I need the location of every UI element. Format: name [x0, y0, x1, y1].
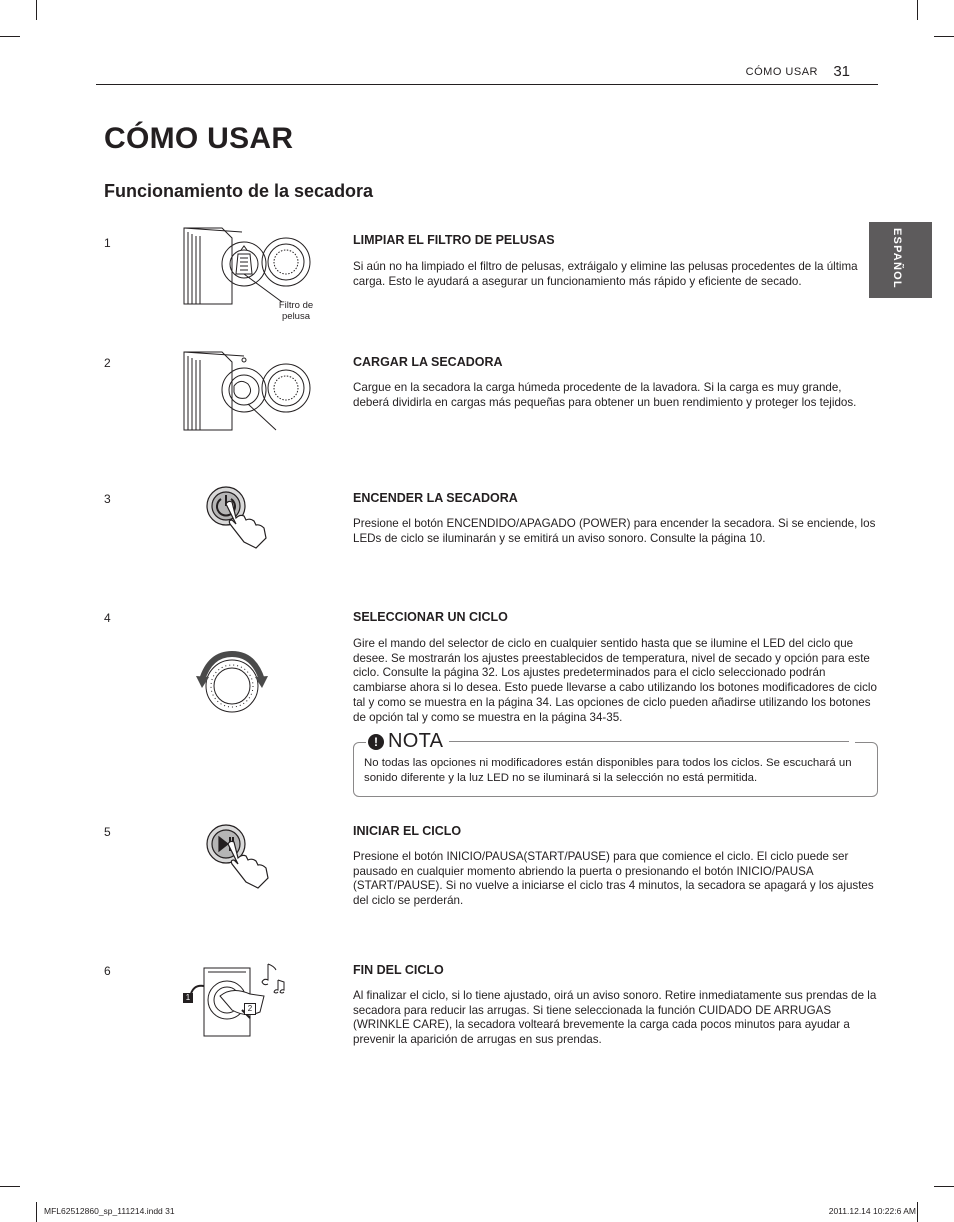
- step-body: Si aún no ha limpiado el filtro de pelusas, extráigalo y elimine las pelusas procedentes de la última carga. Esto le ayudará a asegurar un funcionamiento más rápido y eficiente de secado.: [353, 260, 858, 288]
- step-body: Cargue en la secadora la carga húmeda procedente de la lavadora. Si la carga es muy grande, deberá dividirla en cargas más pequeñas para obtener un buen rendimiento y proteger los tejidos.: [353, 381, 857, 409]
- start-pause-button-press-icon: [204, 818, 274, 890]
- footer-file: MFL62512860_sp_111214.indd 31: [44, 1206, 175, 1216]
- crop-mark: [0, 36, 20, 37]
- crop-mark: [0, 1186, 20, 1187]
- crop-mark: [934, 36, 954, 37]
- running-header-section: CÓMO USAR: [745, 66, 818, 78]
- page-number: 31: [833, 63, 850, 80]
- footer-timestamp: 2011.12.14 10:22:6 AM: [828, 1206, 916, 1216]
- note-header-rule: [449, 741, 849, 742]
- step-number: 4: [104, 611, 111, 625]
- step-marker-2: 2: [244, 1003, 256, 1015]
- note-text: No todas las opciones ni modificadores están disponibles para todos los ciclos. Se escuchará un sonido diferente y la luz LED no se iluminará si la selección no está permitida.: [364, 757, 852, 784]
- language-tab-label: ESPAÑOL: [891, 228, 903, 289]
- section-subtitle: Funcionamiento de la secadora: [104, 181, 374, 201]
- crop-mark: [36, 1202, 37, 1222]
- power-button-press-icon: [204, 480, 274, 552]
- step-number: 5: [104, 825, 111, 839]
- dryer-load-icon: [182, 348, 332, 432]
- step-body: Al finalizar el ciclo, si lo tiene ajustado, oirá un aviso sonoro. Retire inmediatamente sus prendas de la secadora para reducir las arrugas. Si tiene seleccionada la función CUIDADO DE ARRUGAS (WRINKLE CARE), la secadora volteará brevemente la carga cada pocos minutos para ayudar a prevenir la aparición de arrugas en sus prendas.: [353, 989, 877, 1047]
- crop-mark: [934, 1186, 954, 1187]
- warning-icon: !: [368, 734, 384, 750]
- step-title: ENCENDER LA SECADORA: [353, 491, 518, 505]
- cycle-dial-icon: [190, 650, 274, 716]
- step-body: Presione el botón ENCENDIDO/APAGADO (POWER) para encender la secadora. Si se enciende, los LEDs de ciclo se iluminarán y se emitirá un aviso sonoro. Consulte la página 10.: [353, 517, 876, 545]
- step-number: 1: [104, 236, 111, 250]
- header-rule: [96, 84, 878, 85]
- step-body: Gire el mando del selector de ciclo en cualquier sentido hasta que se ilumine el LED del ciclo que desee. Se mostrarán los ajustes preestablecidos de temperatura, nivel de secado y opción para este ciclo. Consulte la página 32. Los ajustes predeterminados para el ciclo seleccionado podrán cambiarse ahora si lo desea. Esto puede llevarse a cabo utilizando los botones modificadores de ciclo tal y como se muestra en la página 34. Las opciones de ciclo pueden añadirse utilizando los botones de opción tal y como se muestra en la página 34-35.: [353, 637, 877, 724]
- note-title: NOTA: [388, 730, 444, 752]
- note-header: [366, 730, 855, 753]
- step-number: 2: [104, 356, 111, 370]
- illustration-caption: Filtro de pelusa: [278, 300, 314, 322]
- step-body: Presione el botón INICIO/PAUSA(START/PAUSE) para que comience el ciclo. El ciclo puede ser pausado en cualquier momento abriendo la puerta o presionando el botón INICIO/PAUSA (START/PAUSE). Si no vuelve a iniciarse el ciclo tras 4 minutos, la secadora se apagará y los ajustes del ciclo se perderán.: [353, 850, 874, 908]
- step-title: FIN DEL CICLO: [353, 963, 444, 977]
- step-title: LIMPIAR EL FILTRO DE PELUSAS: [353, 233, 555, 247]
- page-title: CÓMO USAR: [104, 122, 294, 155]
- step-title: INICIAR EL CICLO: [353, 824, 462, 838]
- step-title: CARGAR LA SECADORA: [353, 355, 503, 369]
- crop-mark: [36, 0, 37, 20]
- dryer-unload-icon: [180, 956, 290, 1040]
- crop-mark: [917, 0, 918, 20]
- crop-mark: [917, 1202, 918, 1222]
- step-marker-1: 1: [183, 993, 193, 1003]
- step-title: SELECCIONAR UN CICLO: [353, 610, 508, 624]
- step-number: 6: [104, 964, 111, 978]
- step-number: 3: [104, 492, 111, 506]
